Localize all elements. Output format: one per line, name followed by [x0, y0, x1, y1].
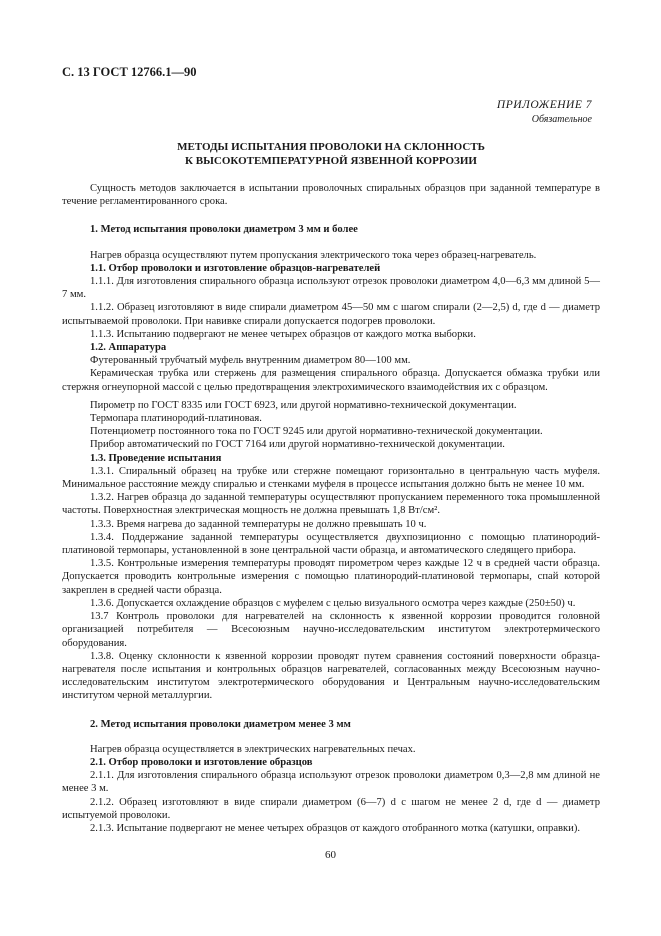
- paragraph: Потенциометр постоянного тока по ГОСТ 9245 или другой нормативно-технической документации.: [90, 426, 543, 438]
- document-body: [62, 182, 600, 835]
- title-line-1: МЕТОДЫ ИСПЫТАНИЯ ПРОВОЛОКИ НА СКЛОННОСТЬ: [177, 141, 485, 153]
- subsection-1-1-heading: 1.1. Отбор проволоки и изготовление образцов-нагревателей: [90, 262, 381, 274]
- subsection-1-2-heading: 1.2. Аппаратура: [90, 342, 167, 354]
- paragraph-1-3-6: 1.3.6. Допускается охлаждение образцов с муфелем с целью визуального осмотра через каждые (250±50) ч.: [90, 597, 576, 609]
- intro-paragraph: Сущность методов заключается в испытании проволочных спиральных образцов при заданной температуре в течение регламентированного срока.: [62, 183, 600, 208]
- subsection-2-1-heading: 2.1. Отбор проволоки и изготовление образцов: [90, 756, 313, 768]
- title-line-2: К ВЫСОКОТЕМПЕРАТУРНОЙ ЯЗВЕННОЙ КОРРОЗИИ: [185, 155, 477, 167]
- paragraph: Футерованный трубчатый муфель внутренним диаметром 80—100 мм.: [90, 355, 411, 367]
- appendix-label: [497, 99, 592, 126]
- paragraph: Прибор автоматический по ГОСТ 7164 или другой нормативно-технической документации.: [90, 439, 505, 451]
- paragraph-2-1-1: 2.1.1. Для изготовления спирального образца используют отрезок проволоки диаметром 0,3—2,8 мм длиной не менее 3 м.: [62, 770, 600, 795]
- page-number: 60: [325, 849, 336, 861]
- subsection-1-3-heading: 1.3. Проведение испытания: [90, 452, 222, 464]
- paragraph: Нагрев образца осуществляется в электрических нагревательных печах.: [90, 743, 416, 755]
- paragraph: Керамическая трубка или стержень для размещения спирального образца. Допускается обмазка трубки или стержня огнеупорной массой с целью предотвращения электрохимического взаимодействия их с образцом.: [62, 368, 600, 393]
- paragraph: Пирометр по ГОСТ 8335 или ГОСТ 6923, или другой нормативно-технической документации.: [90, 399, 517, 411]
- paragraph-1-1-3: 1.1.3. Испытанию подвергают не менее четырех образцов от каждого мотка выборки.: [90, 328, 476, 340]
- document-title: [62, 140, 600, 168]
- paragraph-2-1-2: 2.1.2. Образец изготовляют в виде спирали диаметром (6—7) d с шагом не менее 2 d, где d — диаметр испытуемой проволоки.: [62, 796, 600, 821]
- document-header: С. 13 ГОСТ 12766.1—90: [62, 65, 197, 79]
- paragraph-1-3-3: 1.3.3. Время нагрева до заданной температуры не должно превышать 10 ч.: [90, 518, 427, 530]
- paragraph-1-3-8: 1.3.8. Оценку склонности к язвенной коррозии проводят путем сравнения состояний поверхности образца-нагревателя после испытания и контрольных образцов нагревателей, согласованных между Всесоюзным научно-исследовательским институтом электротермического оборудования и Центральным научно-исследовательским институтом черной металлургии.: [62, 650, 600, 702]
- paragraph-1-3-7: 13.7 Контроль проволоки для нагревателей на склонность к язвенной коррозии проводится головной организацией потребителя — Всесоюзным научно-исследовательским институтом электротермического оборудования.: [62, 611, 600, 649]
- paragraph-2-1-3: 2.1.3. Испытание подвергают не менее четырех образцов от каждого отобранного мотка (катушки, оправки).: [90, 822, 581, 834]
- paragraph-1-1-1: 1.1.1. Для изготовления спирального образца используют отрезок проволоки диаметром 4,0—6,3 мм длиной 5—7 мм.: [62, 276, 600, 301]
- paragraph-1-3-1: 1.3.1. Спиральный образец на трубке или стержне помещают горизонтально в центральную часть муфеля. Минимальное расстояние между спиралью и стенками муфеля в процессе испытания должно быть не менее 10 мм.: [62, 465, 600, 491]
- paragraph: Термопара платинородий-платиновая.: [90, 413, 262, 425]
- paragraph-1-1-2: 1.1.2. Образец изготовляют в виде спирали диаметром 45—50 мм с шагом спирали (2—2,5) d, где d — диаметр испытываемой проволоки. При навивке спирали допускается подогрев проволоки.: [62, 302, 600, 327]
- paragraph-1-3-5: 1.3.5. Контрольные измерения температуры проводят пирометром через каждые 12 ч в средней части образца. Допускается проводить контрольные измерения с помощью платинородий-платиновой термопары, спай которой закреплен в средней части образца.: [62, 558, 600, 596]
- section-2-heading: 2. Метод испытания проволоки диаметром менее 3 мм: [90, 718, 351, 730]
- appendix-number: ПРИЛОЖЕНИЕ 7: [496, 99, 592, 111]
- paragraph-1-3-4: 1.3.4. Поддержание заданной температуры осуществляется двухпозиционно с помощью платинородий-платиновой термопары, установленной в зоне центральной части образца, и автоматического следящего прибора.: [62, 531, 600, 557]
- appendix-status: Обязательное: [531, 114, 592, 126]
- paragraph-1-3-2: 1.3.2. Нагрев образца до заданной температуры осуществляют пропусканием переменного тока промышленной частоты. Поверхностная электрическая мощность не должна превышать 1,8 Вт/см².: [62, 492, 600, 517]
- paragraph: Нагрев образца осуществляют путем пропускания электрического тока через образец-нагреватель.: [90, 249, 537, 261]
- section-1-heading: 1. Метод испытания проволоки диаметром 3 мм и более: [90, 224, 358, 236]
